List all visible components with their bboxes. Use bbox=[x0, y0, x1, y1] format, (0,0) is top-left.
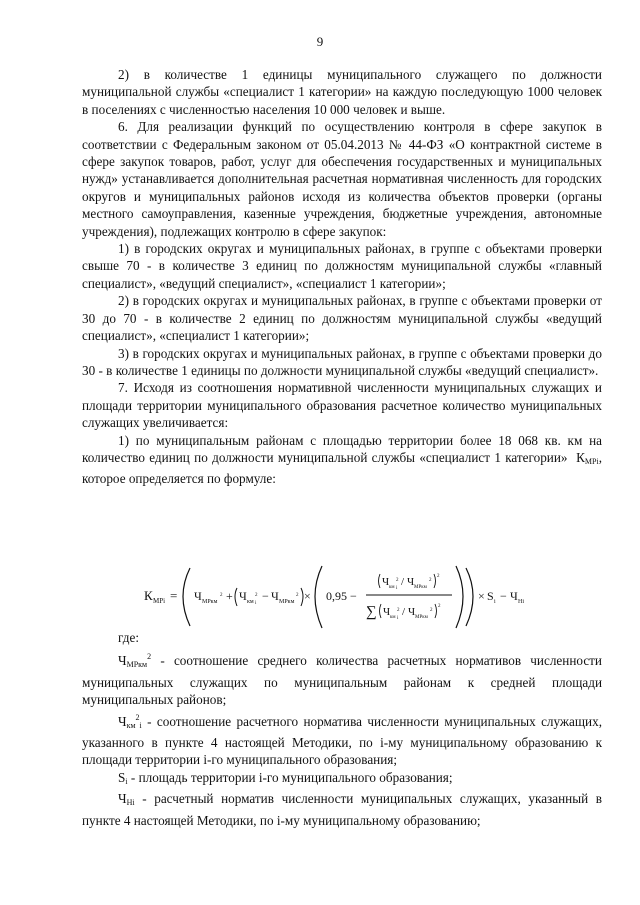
definition-3-symbol: $S_i$ bbox=[118, 769, 128, 786]
formula-num-paren-open bbox=[379, 574, 381, 588]
formula-ch-1-sub: МРкм bbox=[202, 599, 218, 605]
formula-ch-2-sub2: i bbox=[255, 601, 257, 606]
formula-ch-2-sub: км bbox=[247, 599, 254, 605]
paragraph-p3: 1) в городских округах и муниципальных районах, в группе с объектами проверки свыше 70 - в количестве 3 единиц по должностям муниципальной службы «главный специалист», «ведущий специалист», «специалист 1 категории»; bbox=[82, 241, 602, 291]
formula-den-paren-open bbox=[380, 604, 382, 618]
formula-ch-1: Ч bbox=[194, 589, 202, 603]
paragraph-p7-text: 1) по муниципальным районам с площадью территории более 18 068 кв. км на количество единиц по должности муниципальной службы «специалист 1 категории» bbox=[82, 432, 602, 465]
page-number: 9 bbox=[316, 34, 324, 49]
definition-1-symbol: $Ч_{МРкм}^2$ bbox=[118, 652, 152, 670]
formula-den-ch-1-sub: км bbox=[390, 615, 396, 620]
formula-num-ch-2: Ч bbox=[407, 576, 415, 588]
formula-num-ch-1-sub2: i bbox=[396, 586, 398, 591]
formula-ch-2: Ч bbox=[239, 589, 247, 603]
formula-paren-open-1 bbox=[183, 568, 190, 626]
formula-den-ch-1-sub2: i bbox=[397, 616, 399, 621]
formula-times-2: × bbox=[478, 589, 485, 603]
definition-3-text: - площадь территории i-го муниципального образования; bbox=[127, 769, 453, 785]
formula-paren-open-3 bbox=[315, 566, 322, 628]
formula-num-ch-2-sub: МРкм bbox=[414, 585, 427, 590]
formula-den-paren-close bbox=[435, 604, 437, 618]
formula-paren-close-3 bbox=[456, 566, 463, 628]
formula-s-sub: i bbox=[494, 599, 496, 605]
where-label: где: bbox=[118, 630, 139, 645]
formula-num-paren-close bbox=[434, 574, 436, 588]
definition-2-text: - соотношение расчетного норматива численности муниципальных служащих, указанного в пункте 4 настоящей Методики, по i-му муниципальному образованию к площади территории i-го муниципального образования; bbox=[82, 713, 602, 768]
formula-paren-close-1 bbox=[466, 568, 473, 626]
formula-num-ch-1-sup: 2 bbox=[396, 578, 399, 583]
formula-num-ch-1-sub: км bbox=[389, 585, 395, 590]
formula-plus: + bbox=[226, 589, 233, 603]
definition-1 bbox=[82, 648, 602, 708]
formula-coef: 0,95 bbox=[326, 589, 347, 603]
formula-ch-2-sup: 2 bbox=[255, 593, 258, 598]
formula-num-slash: / bbox=[401, 576, 405, 588]
paragraph-p2: 6. Для реализации функций по осуществлению контроля в сфере закупок в соответствии с Федеральным законом от 05.04.2013 № 44-ФЗ «О контрактной системе в сфере закупок товаров, работ, услуг для обеспечения государственных и муниципальных нужд» устанавливается дополнительная расчетная нормативная численность для городских округов и муниципальных районов исходя из количества объектов проверки (органы местного самоуправления, казенные учреждения, бюджетные учреждения, автономные учреждения), подлежащих контролю в сфере закупок: bbox=[82, 119, 602, 239]
formula-num-sup: 2 bbox=[437, 574, 440, 579]
formula-ch-3-sup: 2 bbox=[296, 593, 299, 598]
formula-den-ch-1: Ч bbox=[383, 606, 391, 618]
formula-ch-hi: Ч bbox=[510, 589, 518, 603]
formula-den-ch-2-sup: 2 bbox=[430, 608, 433, 613]
formula-ch-3: Ч bbox=[271, 589, 279, 603]
paragraph-p1: 2) в количестве 1 единицы муниципального служащего по должности муниципальной службы «специалист 1 категории» на каждую последующую 1000 человек в поселениях с численностью населения 10 000 человек и выше. bbox=[82, 67, 602, 117]
formula-num-ch-2-sup: 2 bbox=[429, 578, 432, 583]
definitions-block bbox=[82, 629, 602, 829]
formula-den-slash: / bbox=[402, 606, 406, 618]
formula-minus-3: − bbox=[500, 589, 507, 603]
formula-den-ch-1-sup: 2 bbox=[397, 608, 400, 613]
formula-sigma: ∑ bbox=[366, 604, 377, 620]
formula-s: S bbox=[487, 589, 494, 603]
formula-ch-3-sub: МРкм bbox=[279, 599, 295, 605]
definition-4-symbol: $Ч_{Нi}$ bbox=[118, 791, 135, 808]
formula-den-ch-2-sub: МРкм bbox=[415, 615, 428, 620]
definition-2-symbol: $Ч_{км}^2_i$ bbox=[118, 712, 142, 730]
definition-3 bbox=[82, 769, 602, 790]
definition-4 bbox=[82, 790, 602, 829]
formula-minus-1: − bbox=[262, 589, 269, 603]
formula bbox=[140, 560, 540, 632]
definition-2 bbox=[82, 709, 602, 769]
formula-lhs-sub: МРi bbox=[153, 597, 166, 605]
formula-ch-1-sup: 2 bbox=[220, 593, 223, 598]
paragraph-p6: 7. Исходя из соотношения нормативной численности муниципальных служащих и площади территории муниципального образования расчетное количество муниципальных служащих увеличивается: bbox=[82, 380, 602, 431]
definition-1-text: - соотношение среднего количества расчетных нормативов численности муниципальных служащих по муниципальным районам к средней площади муниципальных районов; bbox=[82, 653, 602, 708]
paragraph-p4: 2) в городских округах и муниципальных районах, в группе с объектами проверки от 30 до 70 - в количестве 2 единиц по должностям муниципальной службы «ведущий специалист», «специалист 1 категории»; bbox=[82, 293, 602, 344]
formula-paren-close-2 bbox=[301, 588, 303, 606]
formula-den-ch-2: Ч bbox=[408, 606, 416, 618]
paragraph-p7 bbox=[82, 432, 602, 488]
formula-ch-hi-sub: Нi bbox=[518, 599, 524, 605]
formula-paren-open-2 bbox=[235, 588, 237, 606]
formula-lhs: К bbox=[144, 588, 153, 603]
formula-times-1: × bbox=[304, 589, 311, 603]
kmr-symbol: $К_{МРi}$ bbox=[576, 449, 599, 466]
formula-equals: = bbox=[170, 588, 178, 603]
paragraph-p5: 3) в городских округах и муниципальных районах, в группе с объектами проверки до 30 - в количестве 1 единицы по должности муниципальной службы «ведущий специалист». bbox=[82, 345, 602, 378]
document-body bbox=[82, 66, 602, 488]
formula-minus-2: − bbox=[350, 589, 357, 603]
definition-4-text: - расчетный норматив численности муниципальных служащих, указанный в пункте 4 настоящей Методики, по i-му муниципальному образованию; bbox=[82, 791, 602, 828]
formula-den-sup: 2 bbox=[438, 604, 441, 609]
formula-num-ch-1: Ч bbox=[382, 576, 390, 588]
kmr-symbol-sub: МРi bbox=[584, 456, 599, 466]
paragraph-p7-tail: , которое определяется по формуле: bbox=[82, 449, 602, 487]
